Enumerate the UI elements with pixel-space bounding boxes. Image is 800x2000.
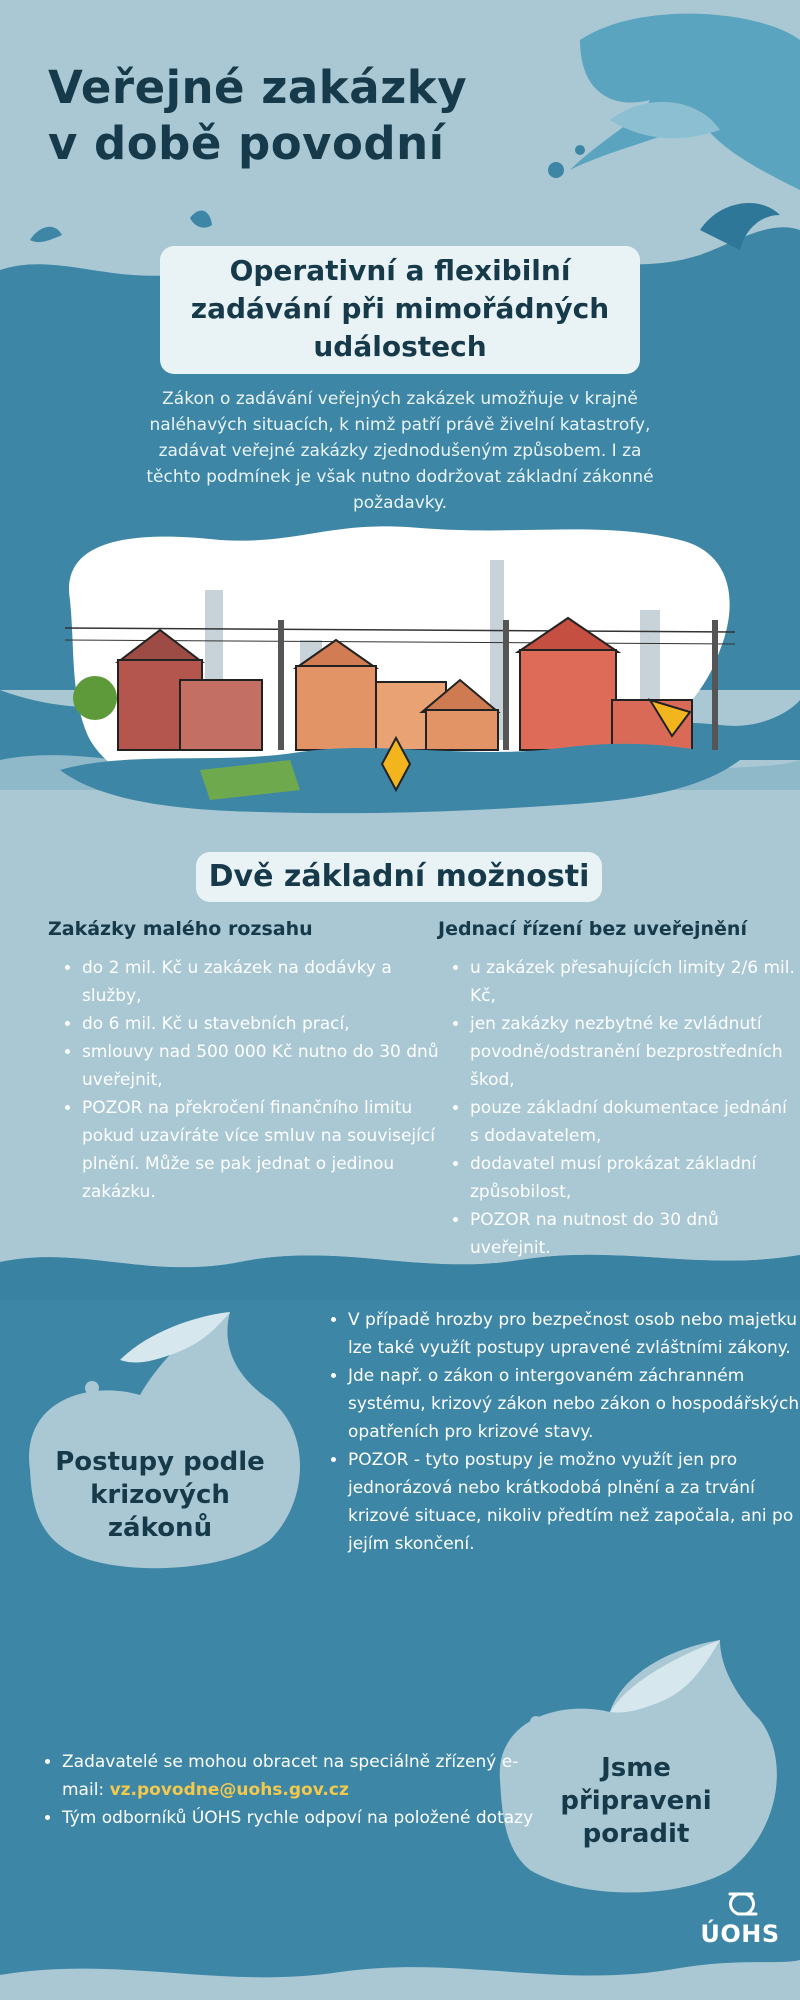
flood-illustration bbox=[60, 526, 740, 813]
contact-text: Zadavatelé se mohou obracet na speciálně zřízený e-mail: bbox=[62, 1752, 519, 1800]
list-item: • Jde např. o zákon o intergovaném záchranném systému, krizový zákon nebo zákon o hospodářských opatřeních pro krizové stavy. bbox=[348, 1362, 800, 1446]
section-heading-operativni: Operativní a flexibilní zadávání při mimořádných událostech bbox=[160, 246, 640, 374]
list-item: • POZOR - tyto postupy je možno využít jen pro jednorázová nebo krátkodobá plnění a za trvání krizové situace, nikoliv předtím než započala, ani po jejím skončení. bbox=[348, 1446, 800, 1558]
intro-paragraph: Zákon o zadávání veřejných zakázek umožňuje v krajně naléhavých situacích, k nimž patří právě živelní katastrofy, zadávat veřejné zakázky zjednodušeným způsobem. I za těchto podmínek je však nutno dodržovat základní zákonné požadavky. bbox=[146, 389, 654, 513]
left-column-list bbox=[50, 954, 452, 1206]
list-item bbox=[62, 1748, 552, 1804]
title-line-2: v době povodní bbox=[48, 117, 445, 170]
section-heading-moznosti: Dvě základní možnosti bbox=[196, 852, 602, 902]
page-title bbox=[48, 60, 568, 172]
right-column-list bbox=[438, 954, 800, 1262]
email-link[interactable]: vz.povodne@uohs.gov.cz bbox=[109, 1780, 349, 1800]
list-item: • V případě hrozby pro bezpečnost osob nebo majetku lze také využít postupy upravené zvláštními zákony. bbox=[348, 1306, 800, 1362]
contact-list bbox=[30, 1748, 552, 1832]
ready-to-help-label: Jsme připraveni poradit bbox=[560, 1753, 712, 1849]
list-item: • dodavatel musí prokázat základní způsobilost, bbox=[470, 1150, 800, 1206]
list-item: • u zakázek přesahujících limity 2/6 mil. Kč, bbox=[470, 954, 800, 1010]
left-column-title: Zakázky malého rozsahu bbox=[48, 918, 313, 940]
list-item: • jen zakázky nezbytné ke zvládnutí povodně/odstranění bezprostředních škod, bbox=[470, 1010, 800, 1094]
crisis-laws-label: Postupy podle krizových zákonů bbox=[55, 1447, 265, 1543]
right-column-title: Jednací řízení bez uveřejnění bbox=[438, 918, 747, 940]
list-item: • pouze základní dokumentace jednání s dodavatelem, bbox=[470, 1094, 800, 1150]
uohs-logo-icon bbox=[722, 1888, 762, 1920]
crisis-list bbox=[316, 1306, 800, 1558]
list-item: • smlouvy nad 500 000 Kč nutno do 30 dnů uveřejnit, bbox=[82, 1038, 452, 1094]
title-line-1: Veřejné zakázky bbox=[48, 61, 468, 114]
list-item: • POZOR na překročení finančního limitu pokud uzavíráte více smluv na související plnění. Může se pak jednat o jedinou zakázku. bbox=[82, 1094, 452, 1206]
list-item: • do 2 mil. Kč u zakázek na dodávky a služby, bbox=[82, 954, 452, 1010]
list-item: • do 6 mil. Kč u stavebních prací, bbox=[82, 1010, 452, 1038]
list-item: • POZOR na nutnost do 30 dnů uveřejnit. bbox=[470, 1206, 800, 1262]
uohs-logo-text: ÚOHS bbox=[700, 1920, 780, 1948]
list-item: • Tým odborníků ÚOHS rychle odpoví na položené dotazy bbox=[62, 1804, 552, 1832]
